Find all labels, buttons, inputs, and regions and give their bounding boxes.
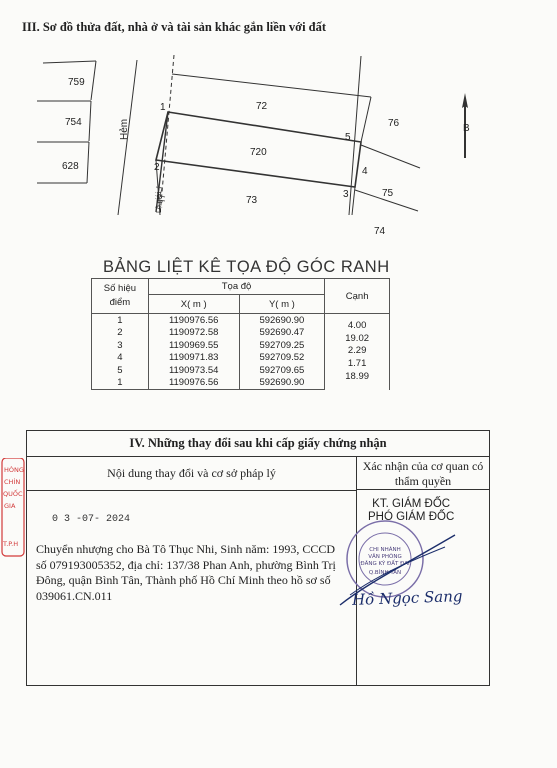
road-label: Hẻm (119, 118, 130, 140)
svg-text:QUỐC: QUỐC (3, 490, 23, 498)
coord-table-title: BẢNG LIỆT KÊ TỌA ĐỘ GÓC RANH (103, 258, 390, 276)
svg-text:ĐĂNG KÝ ĐẤT ĐAI: ĐĂNG KÝ ĐẤT ĐAI (360, 561, 410, 567)
plan-line-754-right (89, 101, 91, 141)
parcel-label-75: 75 (382, 188, 394, 199)
row-point: 5 (92, 364, 149, 377)
header-point: Số hiệu điểm (92, 279, 149, 314)
coord-table (91, 278, 390, 390)
col-header-content: Nội dung thay đổi và cơ sở pháp lý (27, 457, 357, 491)
vertex-3: 3 (343, 189, 349, 200)
row-x: 1190976.56 (148, 314, 239, 327)
parcel-label-74: 74 (374, 226, 386, 237)
vertex-5: 5 (345, 132, 351, 143)
row-x: 1190969.55 (148, 339, 239, 352)
transfer-content: Chuyển nhượng cho Bà Tô Thục Nhi, Sinh năm: 1993, CCCD số 079193005352, địa chỉ: 137/38 Phan Anh, phường Bình Trị Đông, quận Bình Tân, Thành phố Hồ Chí Minh theo hồ sơ số 039061.CN.011 (36, 542, 336, 603)
north-label: B (463, 123, 470, 134)
edge-value: 2.29 (347, 345, 367, 357)
svg-text:Q.BÌNH TÂN: Q.BÌNH TÂN (368, 570, 402, 576)
row-point: 3 (92, 339, 149, 352)
section4-title: IV. Những thay đổi sau khi cấp giấy chứng nhận (27, 431, 489, 457)
row-y: 592709.65 (239, 364, 325, 377)
row-x: 1190973.54 (148, 364, 239, 377)
section3-title: III. Sơ đồ thửa đất, nhà ở và tài sản khác gắn liền với đất (22, 20, 327, 34)
edge-column (325, 314, 390, 390)
svg-text:GIA: GIA (4, 502, 16, 510)
plan-line-759-right (91, 61, 96, 100)
row-y: 592690.47 (239, 327, 325, 340)
parcel-72-right (361, 97, 371, 142)
signer-name: Hồ Ngọc Sang (351, 587, 463, 609)
header-y: Y( m ) (239, 295, 325, 314)
svg-text:VĂN PHÒNG: VĂN PHÒNG (368, 554, 402, 560)
row-y: 592690.90 (239, 377, 325, 390)
plan-line-628-right (87, 142, 89, 183)
plan-line-759-top (43, 61, 96, 63)
site-plan (0, 45, 480, 245)
row-point: 1 (92, 377, 149, 390)
edge-value: 4.00 (347, 320, 367, 331)
edge-value: 19.02 (345, 332, 370, 344)
signer-title-line1: KT. GIÁM ĐỐC (372, 498, 451, 510)
row-y: 592709.52 (239, 352, 325, 365)
row-x: 1190972.58 (148, 327, 239, 340)
svg-text:HÒNG: HÒNG (4, 466, 24, 474)
edge-value: 1.71 (347, 358, 367, 370)
parcel-75-top (361, 145, 420, 168)
row-point: 1 (92, 314, 149, 327)
row-y: 592709.25 (239, 339, 325, 352)
svg-text:T.P.H: T.P.H (3, 540, 19, 548)
header-edge: Cạnh (325, 279, 390, 314)
parcel-label-73: 73 (246, 195, 258, 206)
header-x: X( m ) (148, 295, 239, 314)
left-stamp-fragment (0, 458, 26, 558)
svg-text:CHÍN: CHÍN (4, 478, 21, 486)
row-point: 2 (92, 327, 149, 340)
parcel-label-76: 76 (388, 118, 400, 129)
signer-title-line2: PHÓ GIÁM ĐỐC (368, 511, 455, 523)
vertex-2: 2 (154, 162, 160, 173)
edge-value: 18.99 (345, 370, 370, 382)
parcel-label-72: 72 (256, 101, 268, 112)
row-y: 592690.90 (239, 314, 325, 327)
signer-title-block (368, 498, 454, 524)
parcel-label-759: 759 (68, 77, 85, 88)
handwritten-note: Lộ giới (156, 191, 163, 213)
row-x: 1190971.83 (148, 352, 239, 365)
vertex-4: 4 (362, 166, 368, 177)
parcel-72-top (172, 74, 371, 97)
svg-text:CHI NHÁNH: CHI NHÁNH (369, 547, 401, 553)
col-header-confirmation: Xác nhận của cơ quan có thẩm quyền (357, 457, 489, 490)
parcel-label-754: 754 (65, 117, 82, 128)
north-arrow (462, 93, 470, 158)
change-date: 0 3 -07- 2024 (52, 514, 131, 525)
vertex-1: 1 (160, 102, 166, 113)
row-x: 1190976.56 (148, 377, 239, 390)
parcel-label-720: 720 (250, 147, 267, 158)
parcel-73-right (352, 187, 355, 215)
row-point: 4 (92, 352, 149, 365)
header-coord: Tọa độ (148, 279, 324, 295)
table-row (92, 314, 390, 327)
parcel-label-628: 628 (62, 161, 79, 172)
